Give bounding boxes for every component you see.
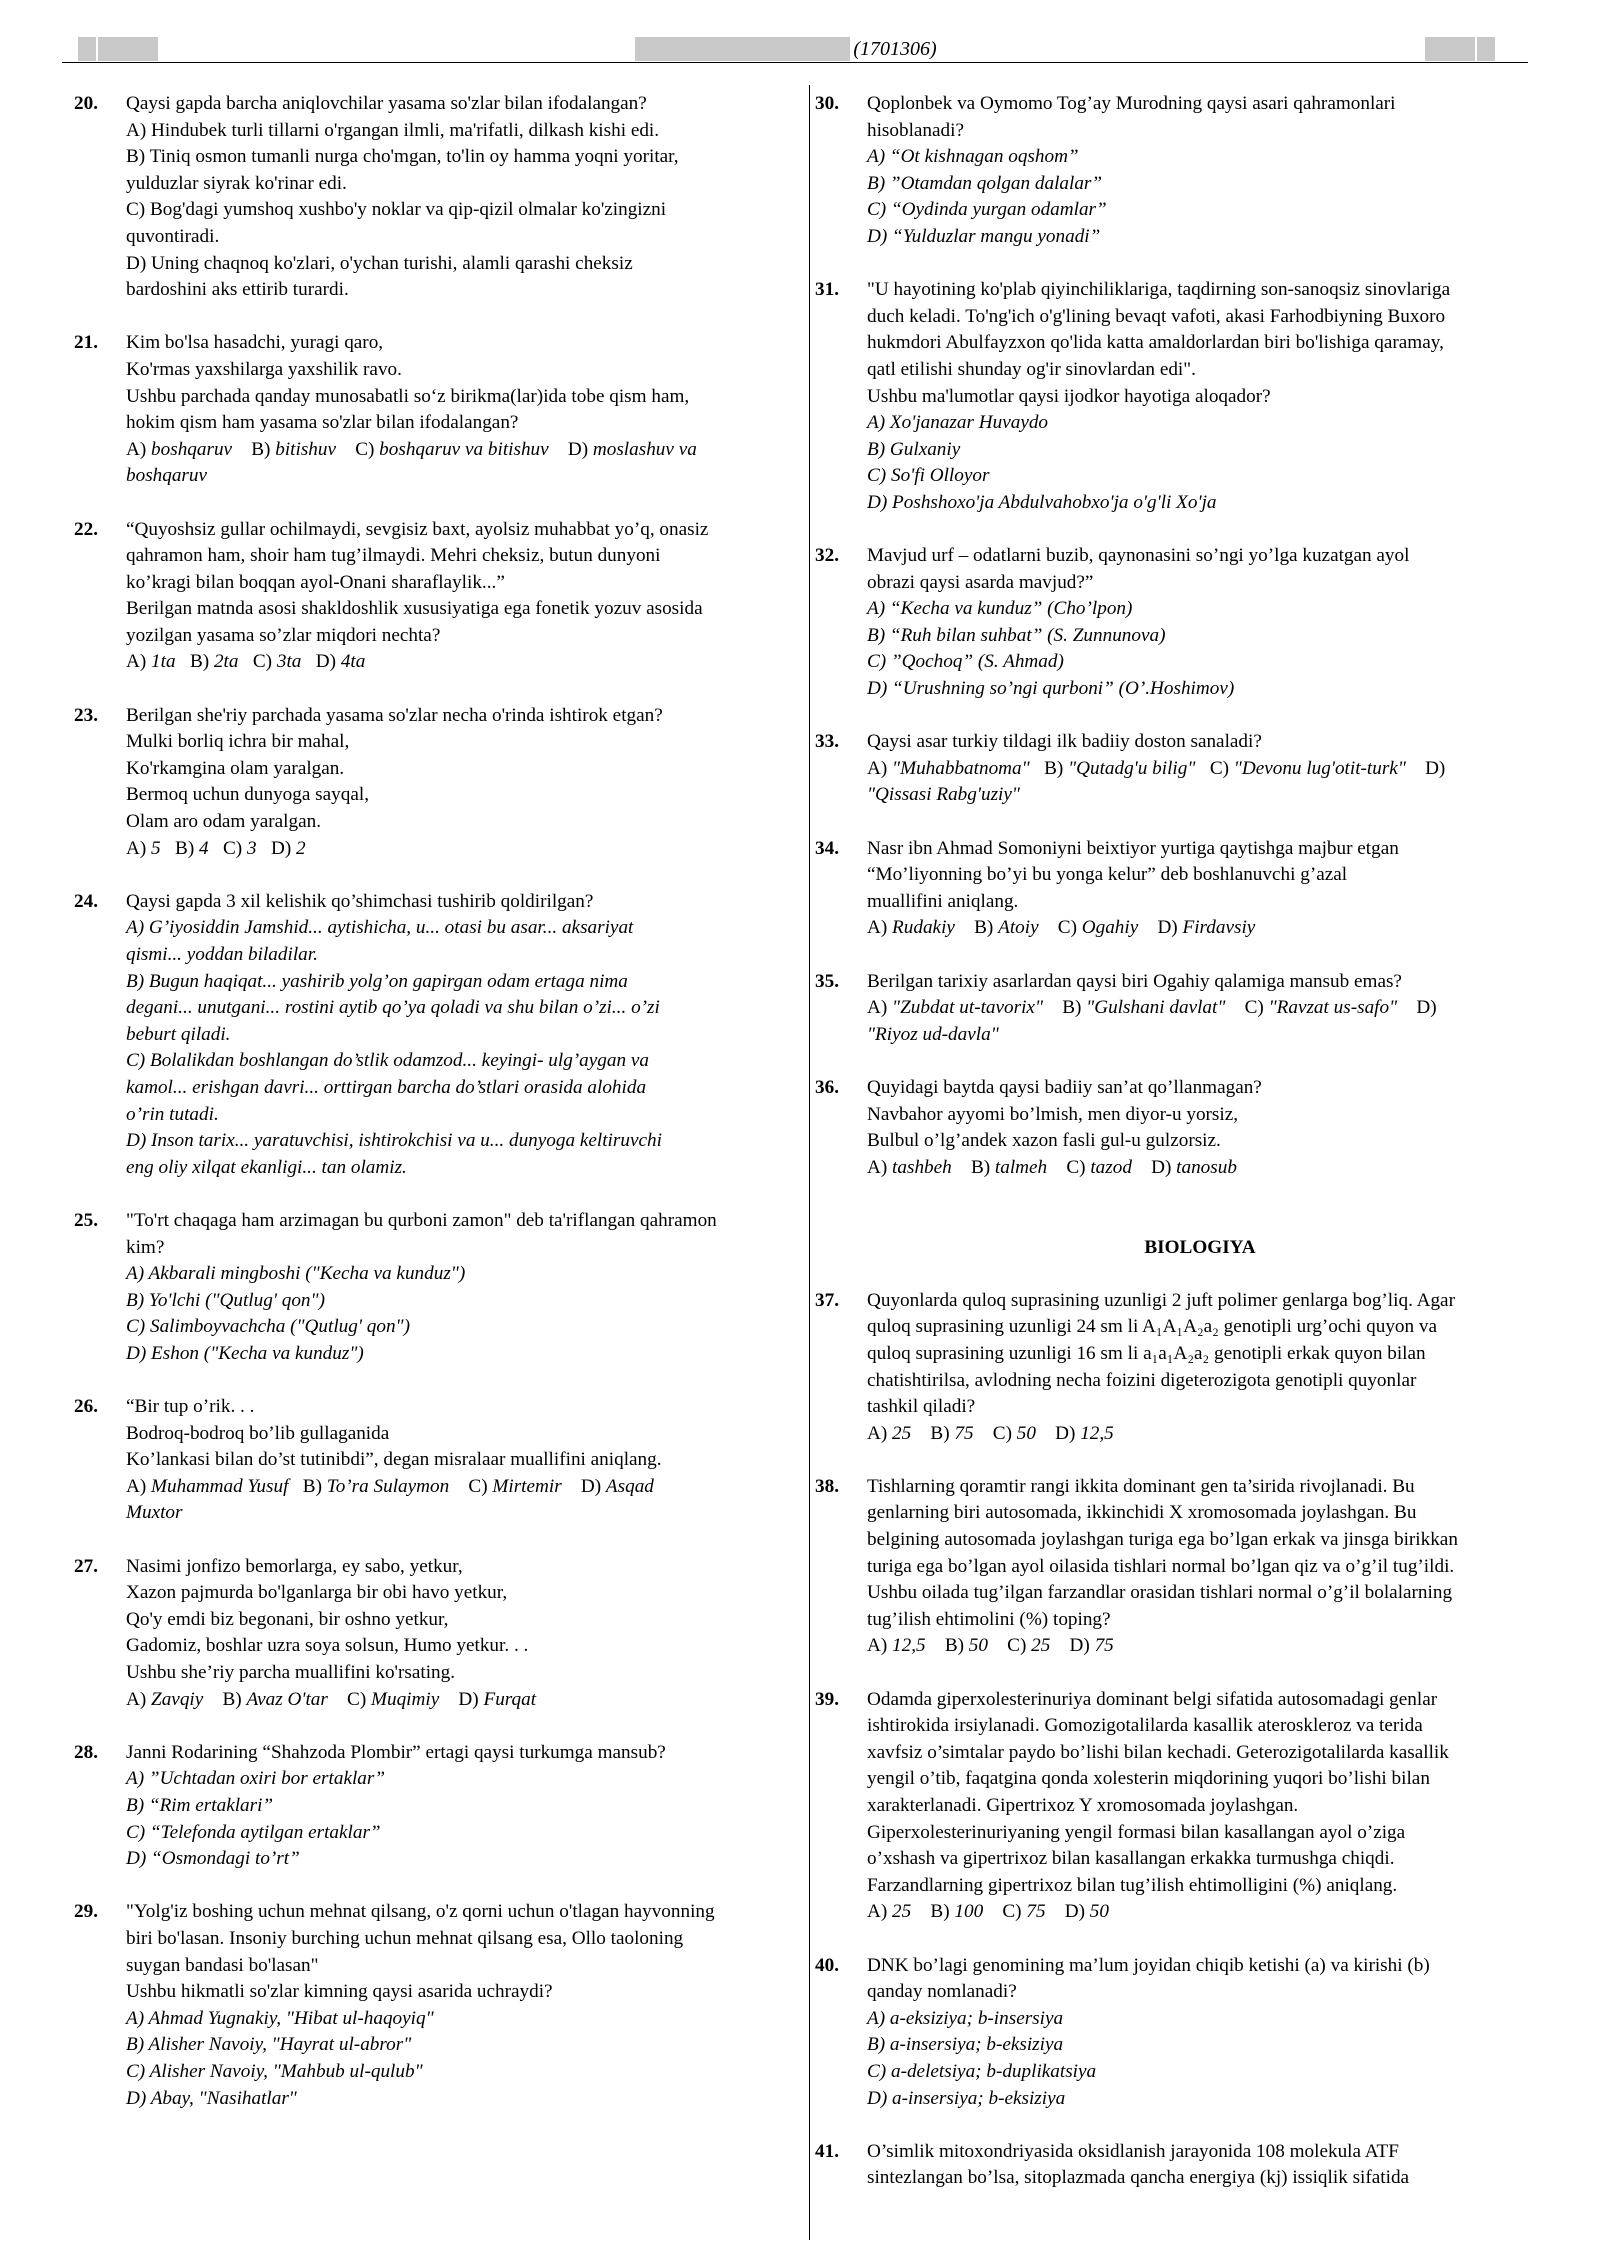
question-number: 20. (74, 93, 98, 114)
poem-line: Bulbul o’lg’andek xazon fasli gul-u gulzorsiz. (867, 1130, 1221, 1152)
option-letter: A) (867, 997, 888, 1019)
option-b: 4 (199, 837, 209, 859)
question-number: 37. (815, 1289, 839, 1311)
option-b: To’ra Sulaymon (326, 1475, 450, 1497)
option-b: Avaz O'tar (246, 1688, 328, 1710)
question-number: 28. (74, 1741, 98, 1763)
options-row (867, 995, 1533, 1022)
option-line: A) “Ot kishnagan oqshom” (867, 146, 1079, 168)
option-line: beburt qiladi. (126, 1023, 231, 1045)
question-37 (815, 1288, 1533, 1448)
option-c: 50 (1016, 1422, 1036, 1444)
header-stripe (96, 37, 98, 61)
option-line: yulduzlar siyrak ko'rinar edi. (126, 172, 347, 194)
option-line: D) a-insersiya; b-eksiziya (867, 2087, 1066, 2109)
question-text: kim? (126, 1236, 165, 1258)
option-c: 25 (1031, 1635, 1051, 1657)
options-row (126, 1474, 796, 1501)
question-text: biri bo'lasan. Insoniy burching uchun mehnat qilsang esa, Ollo taoloning (126, 1927, 684, 1949)
option-line: D) “Yulduzlar mangu yonadi” (867, 225, 1101, 247)
question-text: Ushbu parchada qanday munosabatli so‘z birikma(lar)ida tobe qism ham, (126, 385, 690, 407)
question-29 (74, 1899, 796, 2112)
option-c: "Devonu lug'otit-turk" (1233, 757, 1406, 779)
option-letter: A) (126, 1688, 147, 1710)
question-text: “Mo’liyonning bo’yi bu yonga kelur” deb boshlanuvchi g’azal (867, 864, 1348, 886)
option-d: Furqat (483, 1688, 537, 1710)
option-line: B) “Ruh bilan suhbat” (S. Zunnunova) (867, 624, 1166, 646)
question-number: 26. (74, 1396, 98, 1418)
option-line: C) “Telefonda aytilgan ertaklar” (126, 1821, 381, 1843)
option-letter: D) (1064, 1901, 1085, 1923)
option-c: Ogahiy (1081, 917, 1139, 939)
option-continuation: Muxtor (126, 1502, 183, 1524)
question-text: muallifini aniqlang. (867, 890, 1019, 912)
right-column (815, 91, 1533, 2192)
option-b: bitishuv (275, 438, 336, 460)
option-letter: A) (126, 438, 147, 460)
question-text: turiga ega bo’lgan ayol oilasida tishlari normal bo’lgan qiz va o’g’il tug’ildi. (867, 1555, 1455, 1577)
option-c: tazod (1090, 1156, 1132, 1178)
option-letter: A) (867, 1156, 888, 1178)
question-text: DNK bo’lagi genomining ma’lum joyidan chiqib ketishi (a) va kirishi (b) (867, 1954, 1430, 1976)
options-row (126, 437, 796, 464)
option-a: Muhammad Yusuf (151, 1475, 289, 1497)
option-line: C) ”Qochoq” (S. Ahmad) (867, 651, 1064, 673)
option-c: 75 (1026, 1901, 1046, 1923)
header-rule (62, 62, 1528, 63)
question-text: duch keladi. To'ng'ich o'g'lining bevaqt vafoti, akasi Farhodbiyning Buxoro (867, 305, 1446, 327)
option-line: D) Eshon ("Kecha va kunduz") (126, 1342, 364, 1364)
question-text: “Bir tup o’rik. . . (126, 1396, 255, 1418)
option-c: "Ravzat us-safo" (1268, 997, 1398, 1019)
option-line: B) a-insersiya; b-eksiziya (867, 2034, 1064, 2056)
options-row (867, 1633, 1533, 1660)
poem-line: Xazon pajmurda bo'lganlarga bir obi havo yetkur, (126, 1582, 508, 1604)
option-line: C) Bog'dagi yumshoq xushbo'y noklar va qip-qizil olmalar ko'zingizni (126, 199, 667, 221)
question-text: Kim bo'lsa hasadchi, yuragi qaro, (126, 332, 384, 354)
option-letter: C) (223, 837, 243, 859)
option-d: Firdavsiy (1182, 917, 1256, 939)
option-d: Asqad (605, 1475, 654, 1497)
question-text: hisoblanadi? (867, 119, 964, 141)
option-a: 12,5 (892, 1635, 926, 1657)
question-30 (815, 91, 1533, 251)
options-row (126, 1687, 796, 1714)
question-text: Quyonlarda quloq suprasining uzunligi 2 juft polimer genlarga bog’liq. Agar (867, 1289, 1455, 1311)
question-text: ko’kragi bilan boqqan ayol-Onani sharaflaylik...” (126, 571, 505, 593)
poem-line: Qo'y emdi biz begonani, bir oshno yetkur, (126, 1608, 449, 1630)
option-letter: D) (567, 438, 589, 460)
header-gray-block-right (1425, 37, 1495, 61)
option-letter: A) (867, 1901, 888, 1923)
option-letter: B) (175, 837, 195, 859)
option-letter: B) (930, 1422, 950, 1444)
option-line: B) Alisher Navoiy, "Hayrat ul-abror" (126, 2034, 412, 2056)
poem-line: Olam aro odam yaralgan. (126, 811, 321, 833)
option-a: 5 (151, 837, 161, 859)
option-letter: C) (355, 438, 375, 460)
question-41 (815, 2139, 1533, 2192)
option-line: bardoshini aks ettirib turardi. (126, 279, 349, 301)
question-text: suygan bandasi bo'lasan" (126, 1954, 319, 1976)
option-letter: B) (944, 1635, 964, 1657)
question-text: Odamda giperxolesterinuriya dominant belgi sifatida autosomadagi genlar (867, 1688, 1438, 1710)
question-number: 23. (74, 704, 98, 726)
question-text: Qoplonbek va Oymomo Tog’ay Murodning qaysi asari qahramonlari (867, 93, 1396, 114)
question-text: Ushbu she’riy parcha muallifini ko'rsating. (126, 1662, 456, 1684)
option-b: "Qutadg'u bilig" (1068, 757, 1196, 779)
option-a: 25 (892, 1901, 912, 1923)
option-letter: D) (580, 1475, 602, 1497)
column-divider (809, 85, 810, 2240)
option-letter: D) (458, 1688, 479, 1710)
option-letter: D) (1157, 917, 1178, 939)
option-line: B) Tiniq osmon tumanli nurga cho'mgan, to'lin oy hamma yoqni yoritar, (126, 146, 679, 168)
question-text: Ushbu oilada tug’ilgan farzandlar orasidan tishlari normal o’g’il bolalarning (867, 1582, 1453, 1604)
option-c: boshqaruv va bitishuv (379, 438, 549, 460)
question-text: hukmdori Abulfayzxon qo'lida katta amaldorlardan biri bo'lishiga qaramay, (867, 332, 1444, 354)
question-24 (74, 889, 796, 1182)
option-c: Muqimiy (371, 1688, 440, 1710)
option-line: quvontiradi. (126, 225, 220, 247)
option-d: 50 (1089, 1901, 1109, 1923)
question-text: Berilgan matnda asosi shakldoshlik xususiyatiga ega fonetik yozuv asosida (126, 598, 703, 620)
option-line: D) Abay, "Nasihatlar" (126, 2087, 297, 2109)
question-35 (815, 969, 1533, 1049)
question-text: Tishlarning qoramtir rangi ikkita dominant gen ta’sirida rivojlanadi. Bu (867, 1475, 1415, 1497)
poem-line: Bermoq uchun dunyoga sayqal, (126, 784, 369, 806)
question-text: Giperxolesterinuriyaning yengil formasi bilan kasallangan ayol o’ziga (867, 1821, 1406, 1843)
poem-line: Navbahor ayyomi bo’lmish, men diyor-u yorsiz, (867, 1103, 1239, 1125)
poem-line: Ko'rkamgina olam yaralgan. (126, 757, 345, 779)
option-continuation: boshqaruv (126, 465, 208, 487)
question-number: 24. (74, 890, 98, 912)
header-gray-block-left (78, 37, 158, 61)
option-d: 4ta (340, 651, 366, 673)
option-letter: A) (867, 1422, 888, 1444)
option-line: B) Gulxaniy (867, 438, 961, 460)
option-line: C) Bolalikdan boshlangan do’stlik odamzod... keyingi- ulg’aygan va (126, 1050, 649, 1072)
question-27 (74, 1554, 796, 1714)
question-text: obrazi qaysi asarda mavjud?” (867, 571, 1094, 593)
option-line: C) a-deletsiya; b-duplikatsiya (867, 2060, 1097, 2082)
option-letter: C) (252, 651, 273, 673)
option-line: D) Poshshoxo'ja Abdulvahobxo'ja o'g'li Xo'ja (867, 491, 1217, 513)
question-text: qahramon ham, shoir ham tug’ilmaydi. Mehri cheksiz, butun dunyoni (126, 545, 661, 567)
question-number: 22. (74, 518, 98, 540)
option-line: A) Akbarali mingboshi ("Kecha va kunduz") (126, 1263, 466, 1285)
option-line: qismi... yoddan biladilar. (126, 944, 318, 965)
options-row (867, 1155, 1533, 1182)
option-letter: B) (302, 1475, 322, 1497)
document-code: (1701306) (853, 38, 937, 60)
question-number: 21. (74, 332, 98, 354)
question-text: Bodroq-bodroq bo’lib gullaganida (126, 1422, 390, 1444)
question-text: Ushbu ma'lumotlar qaysi ijodkor hayotiga aloqador? (867, 385, 1271, 407)
option-letter: C) (1002, 1901, 1022, 1923)
question-text: chatishtirilsa, avlodning necha foizini digeterozigota genotipli quyonlar (867, 1369, 1417, 1391)
header-stripe (1475, 37, 1477, 61)
question-text: "To'rt chaqaga ham arzimagan bu qurboni zamon" deb ta'riflangan qahramon (126, 1209, 717, 1231)
option-letter: A) (867, 917, 888, 939)
option-letter: B) (1062, 997, 1082, 1019)
question-number: 25. (74, 1209, 98, 1231)
option-line: A) Ahmad Yugnakiy, "Hibat ul-haqoyiq" (126, 2007, 434, 2029)
option-line: C) Alisher Navoiy, "Mahbub ul-qulub" (126, 2060, 423, 2082)
question-number: 36. (815, 1076, 839, 1098)
option-letter: B) (970, 1156, 991, 1178)
question-text: Quyidagi baytda qaysi badiiy san’at qo’llanmagan? (867, 1076, 1262, 1098)
option-letter: C) (1007, 1635, 1027, 1657)
poem-line: Gadomiz, boshlar uzra soya solsun, Humo yetkur. . . (126, 1635, 529, 1657)
options-row (126, 836, 796, 863)
question-text: Ko'rmas yaxshilarga yaxshilik ravo. (126, 358, 402, 380)
option-c: 3 (246, 837, 257, 859)
question-text: Mavjud urf – odatlarni buzib, qaynonasini so’ngi yo’lga kuzatgan ayol (867, 545, 1410, 567)
option-a: Rudakiy (892, 917, 955, 939)
question-number: 32. (815, 545, 839, 567)
question-20 (74, 91, 796, 304)
question-38 (815, 1474, 1533, 1660)
option-line: D) Uning chaqnoq ko'zlari, o'ychan turishi, alamli qarashi cheksiz (126, 252, 633, 274)
question-text: hokim qism ham yasama so'zlar bilan ifodalangan? (126, 412, 519, 434)
option-letter: D) (1416, 997, 1437, 1019)
question-text: Janni Rodarining “Shahzoda Plombir” ertagi qaysi turkumga mansub? (126, 1741, 666, 1763)
option-d: "Riyoz ud-davla" (867, 1023, 999, 1045)
option-d: tanosub (1176, 1156, 1237, 1178)
question-text: tug’ilish ehtimolini (%) toping? (867, 1608, 1111, 1630)
question-number: 39. (815, 1688, 839, 1710)
question-21 (74, 330, 796, 490)
option-letter: B) (1044, 757, 1064, 779)
option-letter: D) (270, 837, 292, 859)
question-text: quloq suprasining uzunligi 16 sm li a₁a₁A₂a₂ genotipli erkak quyon bilan (867, 1342, 1426, 1364)
option-line: A) “Kecha va kunduz” (Cho’lpon) (867, 598, 1133, 620)
question-number: 29. (74, 1901, 98, 1923)
options-row (867, 915, 1533, 942)
option-d: 12,5 (1080, 1422, 1114, 1444)
question-text: belgining autosomada joylashgan turiga ega bo’lgan erkak va jinsga birikkan (867, 1529, 1458, 1551)
question-31 (815, 277, 1533, 516)
question-text: tashkil qiladi? (867, 1396, 976, 1418)
question-text: "U hayotining ko'plab qiyinchiliklariga, taqdirning son-sanoqsiz sinovlariga (867, 279, 1451, 301)
question-text: Qaysi gapda 3 xil kelishik qo’shimchasi tushirib qoldirilgan? (126, 890, 594, 912)
option-b: "Gulshani davlat" (1086, 997, 1226, 1019)
options-row (867, 1421, 1533, 1448)
question-text: Ushbu hikmatli so'zlar kimning qaysi asarida uchraydi? (126, 1981, 553, 2003)
option-letter: A) (867, 757, 888, 779)
option-line: B) Yo'lchi ("Qutlug' qon") (126, 1289, 325, 1311)
question-number: 33. (815, 731, 839, 753)
option-line: degani... unutgani... rostini aytib qo’ya qoladi va shu bilan o’zi... o’zi (126, 997, 660, 1019)
option-a: tashbeh (892, 1156, 952, 1178)
option-line: A) a-eksiziya; b-insersiya (867, 2007, 1064, 2029)
option-line: C) “Oydinda yurgan odamlar” (867, 199, 1107, 221)
question-23 (74, 703, 796, 863)
option-line: A) Hindubek turli tillarni o'rgangan ilmli, ma'rifatli, dilkash kishi edi. (126, 119, 660, 141)
question-text: o’xshash va gipertrixoz bilan kasallangan erkakka turmushga chiqdi. (867, 1848, 1395, 1870)
option-a: "Muhabbatnoma" (892, 757, 1030, 779)
option-letter: B) (930, 1901, 950, 1923)
question-text: xarakterlanadi. Gipertrixoz Y xromosomada joylashgan. (867, 1795, 1299, 1816)
option-line: eng oliy xilqat ekanligi... tan olamiz. (126, 1156, 407, 1178)
question-number: 40. (815, 1954, 839, 1976)
option-letter: C) (1057, 917, 1077, 939)
question-39 (815, 1687, 1533, 1926)
question-36 (815, 1075, 1533, 1181)
option-a: "Zubdat ut-tavorix" (892, 997, 1043, 1019)
option-letter: B) (251, 438, 271, 460)
option-letter: C) (468, 1475, 488, 1497)
poem-line: Nasimi jonfizo bemorlarga, ey sabo, yetkur, (126, 1555, 463, 1577)
question-number: 30. (815, 93, 839, 114)
question-text: yengil o’tib, faqatgina qonda xolesterin miqdorining yuqori bo’lishi bilan (867, 1768, 1430, 1790)
option-a: boshqaruv (151, 438, 233, 460)
option-line: A) ”Uchtadan oxiri bor ertaklar” (126, 1768, 386, 1790)
question-34 (815, 836, 1533, 942)
option-b: 75 (954, 1422, 974, 1444)
option-line: D) “Urushning so’ngi qurboni” (O’.Hoshimov) (867, 678, 1235, 700)
option-line: A) Xo'janazar Huvaydo (867, 412, 1049, 434)
question-text: quloq suprasining uzunligi 24 sm li A₁A₁A₂a₂ genotipli urg’ochi quyon va (867, 1316, 1438, 1338)
question-number: 34. (815, 837, 839, 859)
question-text: Berilgan she'riy parchada yasama so'zlar necha o'rinda ishtirok etgan? (126, 704, 663, 726)
question-number: 38. (815, 1475, 839, 1497)
option-letter: A) (867, 1635, 888, 1657)
option-letter: A) (126, 651, 147, 673)
option-line: B) Bugun haqiqat... yashirib yolg’on gapirgan odam ertaga nima (126, 970, 628, 992)
option-a: 25 (892, 1422, 912, 1444)
question-number: 31. (815, 279, 839, 301)
option-b: 100 (954, 1901, 984, 1923)
question-text: “Quyoshsiz gullar ochilmaydi, sevgisiz baxt, ayolsiz muhabbat yo’q, onasiz (126, 518, 709, 540)
question-22 (74, 517, 796, 677)
question-text: qanday nomlanadi? (867, 1981, 1017, 2003)
question-text: Nasr ibn Ahmad Somoniyni beixtiyor yurtiga qaytishga majbur etgan (867, 837, 1399, 859)
question-text: qatl etilishi shunday og'ir sinovlardan edi". (867, 358, 1196, 380)
question-text: "Yolg'iz boshing uchun mehnat qilsang, o'z qorni uchun o'tlagan hayvonning (126, 1901, 715, 1923)
question-text: Berilgan tarixiy asarlardan qaysi biri Ogahiy qalamiga mansub emas? (867, 970, 1402, 992)
option-a: Zavqiy (151, 1688, 204, 1710)
option-letter: A) (126, 1475, 147, 1497)
question-text: O’simlik mitoxondriyasida oksidlanish jarayonida 108 molekula ATF (867, 2140, 1399, 2162)
option-line: A) G’iyosiddin Jamshid... aytishicha, u... otasi bu asar... aksariyat (126, 917, 634, 939)
option-line: D) “Osmondagi to’rt” (126, 1848, 300, 1870)
option-letter: B) (974, 917, 994, 939)
question-40 (815, 1953, 1533, 2113)
question-text: genlarning biri autosomada, ikkinchidi X xromosomada joylashgan. Bu (867, 1502, 1417, 1524)
question-33 (815, 729, 1533, 809)
option-letter: D) (1069, 1635, 1090, 1657)
option-letter: C) (992, 1422, 1012, 1444)
poem-line: Mulki borliq ichra bir mahal, (126, 731, 350, 753)
option-letter: C) (1066, 1156, 1086, 1178)
option-letter: D) (1055, 1422, 1076, 1444)
option-letter: D) (1151, 1156, 1172, 1178)
question-25 (74, 1208, 796, 1368)
question-number: 35. (815, 970, 839, 992)
question-32 (815, 543, 1533, 703)
question-text: Ko’lankasi bilan do’st tutinibdi”, degan misralaar muallifini aniqlang. (126, 1449, 662, 1471)
option-letter: C) (1209, 757, 1229, 779)
question-text: Qaysi asar turkiy tildagi ilk badiiy doston sanaladi? (867, 731, 1262, 753)
question-text: xavfsiz o’simtalar paydo bo’lishi bilan kechadi. Geterozigotalilarda kasallik (867, 1741, 1449, 1763)
header-gray-block-center (635, 37, 850, 61)
options-row (126, 649, 796, 676)
question-text: yozilgan yasama so’zlar miqdori nechta? (126, 624, 441, 646)
question-text: ishtirokida irsiylanadi. Gomozigotalilarda kasallik ateroskleroz va terida (867, 1715, 1423, 1737)
option-line: C) Salimboyvachcha ("Qutlug' qon") (126, 1316, 410, 1338)
option-line: o’rin tutadi. (126, 1103, 219, 1125)
option-line: B) “Rim ertaklari” (126, 1795, 274, 1816)
option-letter: C) (1244, 997, 1264, 1019)
option-b: talmeh (994, 1156, 1048, 1178)
option-b: 50 (968, 1635, 988, 1657)
question-number: 41. (815, 2140, 839, 2162)
option-d: moslashuv va (592, 438, 697, 460)
question-text: sintezlangan bo’lsa, sitoplazmada qancha energiya (kj) issiqlik sifatida (867, 2167, 1410, 2189)
option-c: 3ta (276, 651, 302, 673)
question-text: Farzandlarning gipertrixoz bilan tug’ilish ehtimolligini (%) aniqlang. (867, 1874, 1398, 1896)
question-28 (74, 1740, 796, 1873)
option-letter: A) (126, 837, 147, 859)
section-title-biology: BIOLOGIYA (1144, 1236, 1256, 1258)
question-text: Qaysi gapda barcha aniqlovchilar yasama so'zlar bilan ifodalangan? (126, 93, 647, 114)
options-row (867, 1899, 1533, 1926)
left-column (74, 91, 796, 2112)
option-b: Atoiy (998, 917, 1039, 939)
option-letter: D) (1425, 757, 1446, 779)
question-number: 27. (74, 1555, 98, 1577)
option-letter: B) (189, 651, 210, 673)
option-line: D) Inson tarix... yaratuvchisi, ishtirokchisi va u... dunyoga keltiruvchi (126, 1130, 662, 1152)
question-26 (74, 1394, 796, 1527)
option-line: C) So'fi Olloyor (867, 465, 990, 487)
option-letter: B) (222, 1688, 242, 1710)
option-letter: D) (315, 651, 337, 673)
option-d: "Qissasi Rabg'uziy" (867, 784, 1020, 806)
option-d: 2 (296, 837, 306, 859)
option-c: Mirtemir (492, 1475, 562, 1497)
option-d: 75 (1094, 1635, 1114, 1657)
option-a: 1ta (151, 651, 176, 673)
option-b: 2ta (213, 651, 239, 673)
option-line: kamol... erishgan davri... orttirgan barcha do’stlari orasida alohida (126, 1076, 647, 1098)
option-letter: C) (347, 1688, 367, 1710)
options-row (867, 756, 1533, 783)
option-line: B) ”Otamdan qolgan dalalar” (867, 172, 1103, 194)
